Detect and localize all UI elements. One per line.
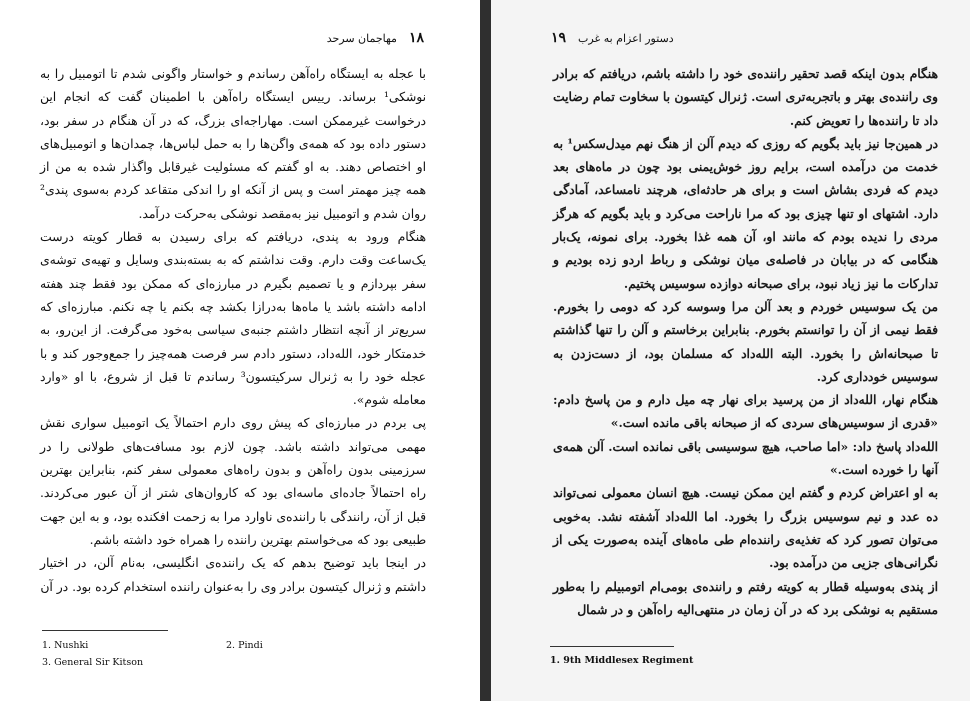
right-footnote-1: 1. 9th Middlesex Regiment	[550, 655, 694, 666]
left-paragraph-1: با عجله به ایستگاه راه‌آهن رساندم و خواستار واگونی شدم تا اتومبیل را به نوشکی¹ برساند. رییس ایستگاه راه‌آهن با اطمینان گفت که انجام این درخواست غیرممکن است. مهاراجه‌ای بزرگ، که در آن هنگام در سفر بود، دستور داده بود که همه‌ی واگن‌ها را به حمل لباس‌ها، چمدان‌ها و اتومبیل‌های او اختصاص دهند. به او گفتم که مسئولیت غیرقابل واگذار شده به من از همه چیز مهمتر است و پس از آنکه او را اندکی متقاعد کردم به‌سوی پندی² روان شدم و اتومبیل نیز به‌مقصد نوشکی به‌حرکت درآمد.	[40, 67, 426, 221]
right-paragraph-2: در همین‌جا نیز باید بگویم که روزی که دیدم آلن از هنگ نهم میدل‌سکس¹ به خدمت من درآمده است، برایم روز خوش‌یمنی بود چون در ماه‌های بعد دیدم که فردی بشاش است و برای هر حادثه‌ای، هرچند نامساعد، آمادگی دارد. اشتهای او تنها چیزی بود که مرا ناراحت می‌کرد و باید بگویم که هرگز مردی را ندیده بودم که مانند او، آن همه غذا بخورد. برای نمونه، یک‌بار هنگامی که در بیابان در فاصله‌ی میان نوشکی و رباط اردو زده بودیم و تدارکات ما نیز زیاد نبود، برای صبحانه دوازده سوسیس پختیم.	[553, 135, 938, 291]
left-page-header	[327, 30, 424, 46]
right-paragraph-7: از پندی به‌وسیله قطار به کویته رفتم و راننده‌ی بومی‌ام اتومبیلم را به‌طور مستقیم به نوشکی برد که در آن زمان در منتهی‌الیه راه‌آهن و در شمال	[553, 578, 938, 617]
right-paragraph-1: هنگام بدون اینکه قصد تحقیر راننده‌ی خود را داشته باشم، دریافتم که برادر وی راننده‌ی بهتر و باتجربه‌تری است. ژنرال کیتسون با سخاوت تمام رضایت داد تا راننده‌ها را تعویض کنم.	[553, 66, 938, 128]
right-running-title: دستور اعزام به غرب	[578, 32, 674, 45]
right-page-number: ۱۹	[551, 30, 567, 46]
right-page-body	[553, 62, 938, 621]
left-page-body	[40, 63, 426, 599]
right-paragraph-5: الله‌داد پاسخ داد: «اما صاحب، هیچ سوسیسی باقی نمانده است. آلن همه‌ی آنها را خورده است.»	[553, 438, 938, 478]
book-gutter	[480, 0, 491, 701]
left-footnote-1: 1. Nushki	[42, 640, 89, 651]
left-footnote-3: 3. General Sir Kitson	[42, 657, 144, 668]
left-page	[0, 0, 480, 701]
left-page-number: ۱۸	[408, 30, 424, 46]
left-paragraph-4: در اینجا باید توضیح بدهم که یک راننده‌ی انگلیسی، به‌نام آلن، در اختیار داشتم و ژنرال کیتسون برادر وی را به‌عنوان راننده استخدام کرده بود. در آن	[40, 556, 426, 594]
right-page	[491, 0, 970, 701]
right-footnote-rule	[550, 646, 674, 647]
left-running-title: مهاجمان سرحد	[326, 32, 397, 45]
left-paragraph-2: هنگام ورود به پندی، دریافتم که برای رسیدن به قطار کویته درست یک‌ساعت وقت دارم. وقت نداشتم که به بسته‌بندی وسایل و تهیه‌ی توشه‌ی سفر بپردازم و یا تصمیم بگیرم در مبارزه‌ای که ممکن بود فقط چند هفته ادامه داشته باشد یا ماه‌ها به‌درازا بکشد چه بکنم یا چه نکنم. مبارزه‌ای که سریع‌تر از آنچه انتظار داشتم جنبه‌ی سیاسی به‌خود می‌گرفت. از این‌رو، به خدمتکار خود، الله‌داد، دستور دادم سر فرصت همه‌چیز را جمع‌وجور کند و با عجله خود را به ژنرال سرکیتسون³ رساندم تا قبل از شروع، با او «وارد معامله شوم».	[40, 230, 426, 408]
right-paragraph-3: من یک سوسیس خوردم و بعد آلن مرا وسوسه کرد که دومی را بخورم. فقط نیمی از آن را توانستم بخورم. بنابراین برخاستم و آلن را تنها گذاشتم تا صبحانه‌اش را بخورد. البته الله‌داد که مسلمان بود، از دست‌زدن به سوسیس خودداری کرد.	[553, 298, 938, 384]
left-paragraph-3: پی بردم در مبارزه‌ای که پیش روی دارم احتمالاً یک اتومبیل سواری نقش مهمی می‌تواند داشته باشد. چون لازم بود مسافت‌های طولانی را در سرزمینی بدون راه‌آهن و بدون راه‌های معمولی سفر کنم، بنابراین بهترین راه احتمالاً جاده‌ای ماسه‌ای بود که کاروان‌های شتر از آن عبور می‌کردند. قبل از آن، رانندگی با راننده‌ی ناوارد مرا به زحمت افکنده بود، و به این جهت طبیعی بود که می‌خواستم بهترین راننده را همراه خود داشته باشم.	[40, 416, 426, 547]
left-footnote-rule	[42, 630, 168, 631]
left-footnote-2: 2. Pindi	[226, 640, 263, 651]
right-page-header	[551, 30, 674, 46]
right-paragraph-4: هنگام نهار، الله‌داد از من پرسید برای نهار چه میل دارم و من پاسخ دادم: «قدری از سوسیس‌های سردی که از صبحانه باقی مانده است.»	[553, 392, 938, 431]
right-paragraph-6: به او اعتراض کردم و گفتم این ممکن نیست. هیچ انسان معمولی نمی‌تواند ده عدد و نیم سوسیس بزرگ را بخورد. اما الله‌داد آشفته نشد. به‌خوبی می‌توان تصور کرد که تغذیه‌ی راننده‌ام طی ماه‌های آینده به‌صورت یکی از نگرانی‌های جزیی من درآمده بود.	[553, 485, 938, 571]
